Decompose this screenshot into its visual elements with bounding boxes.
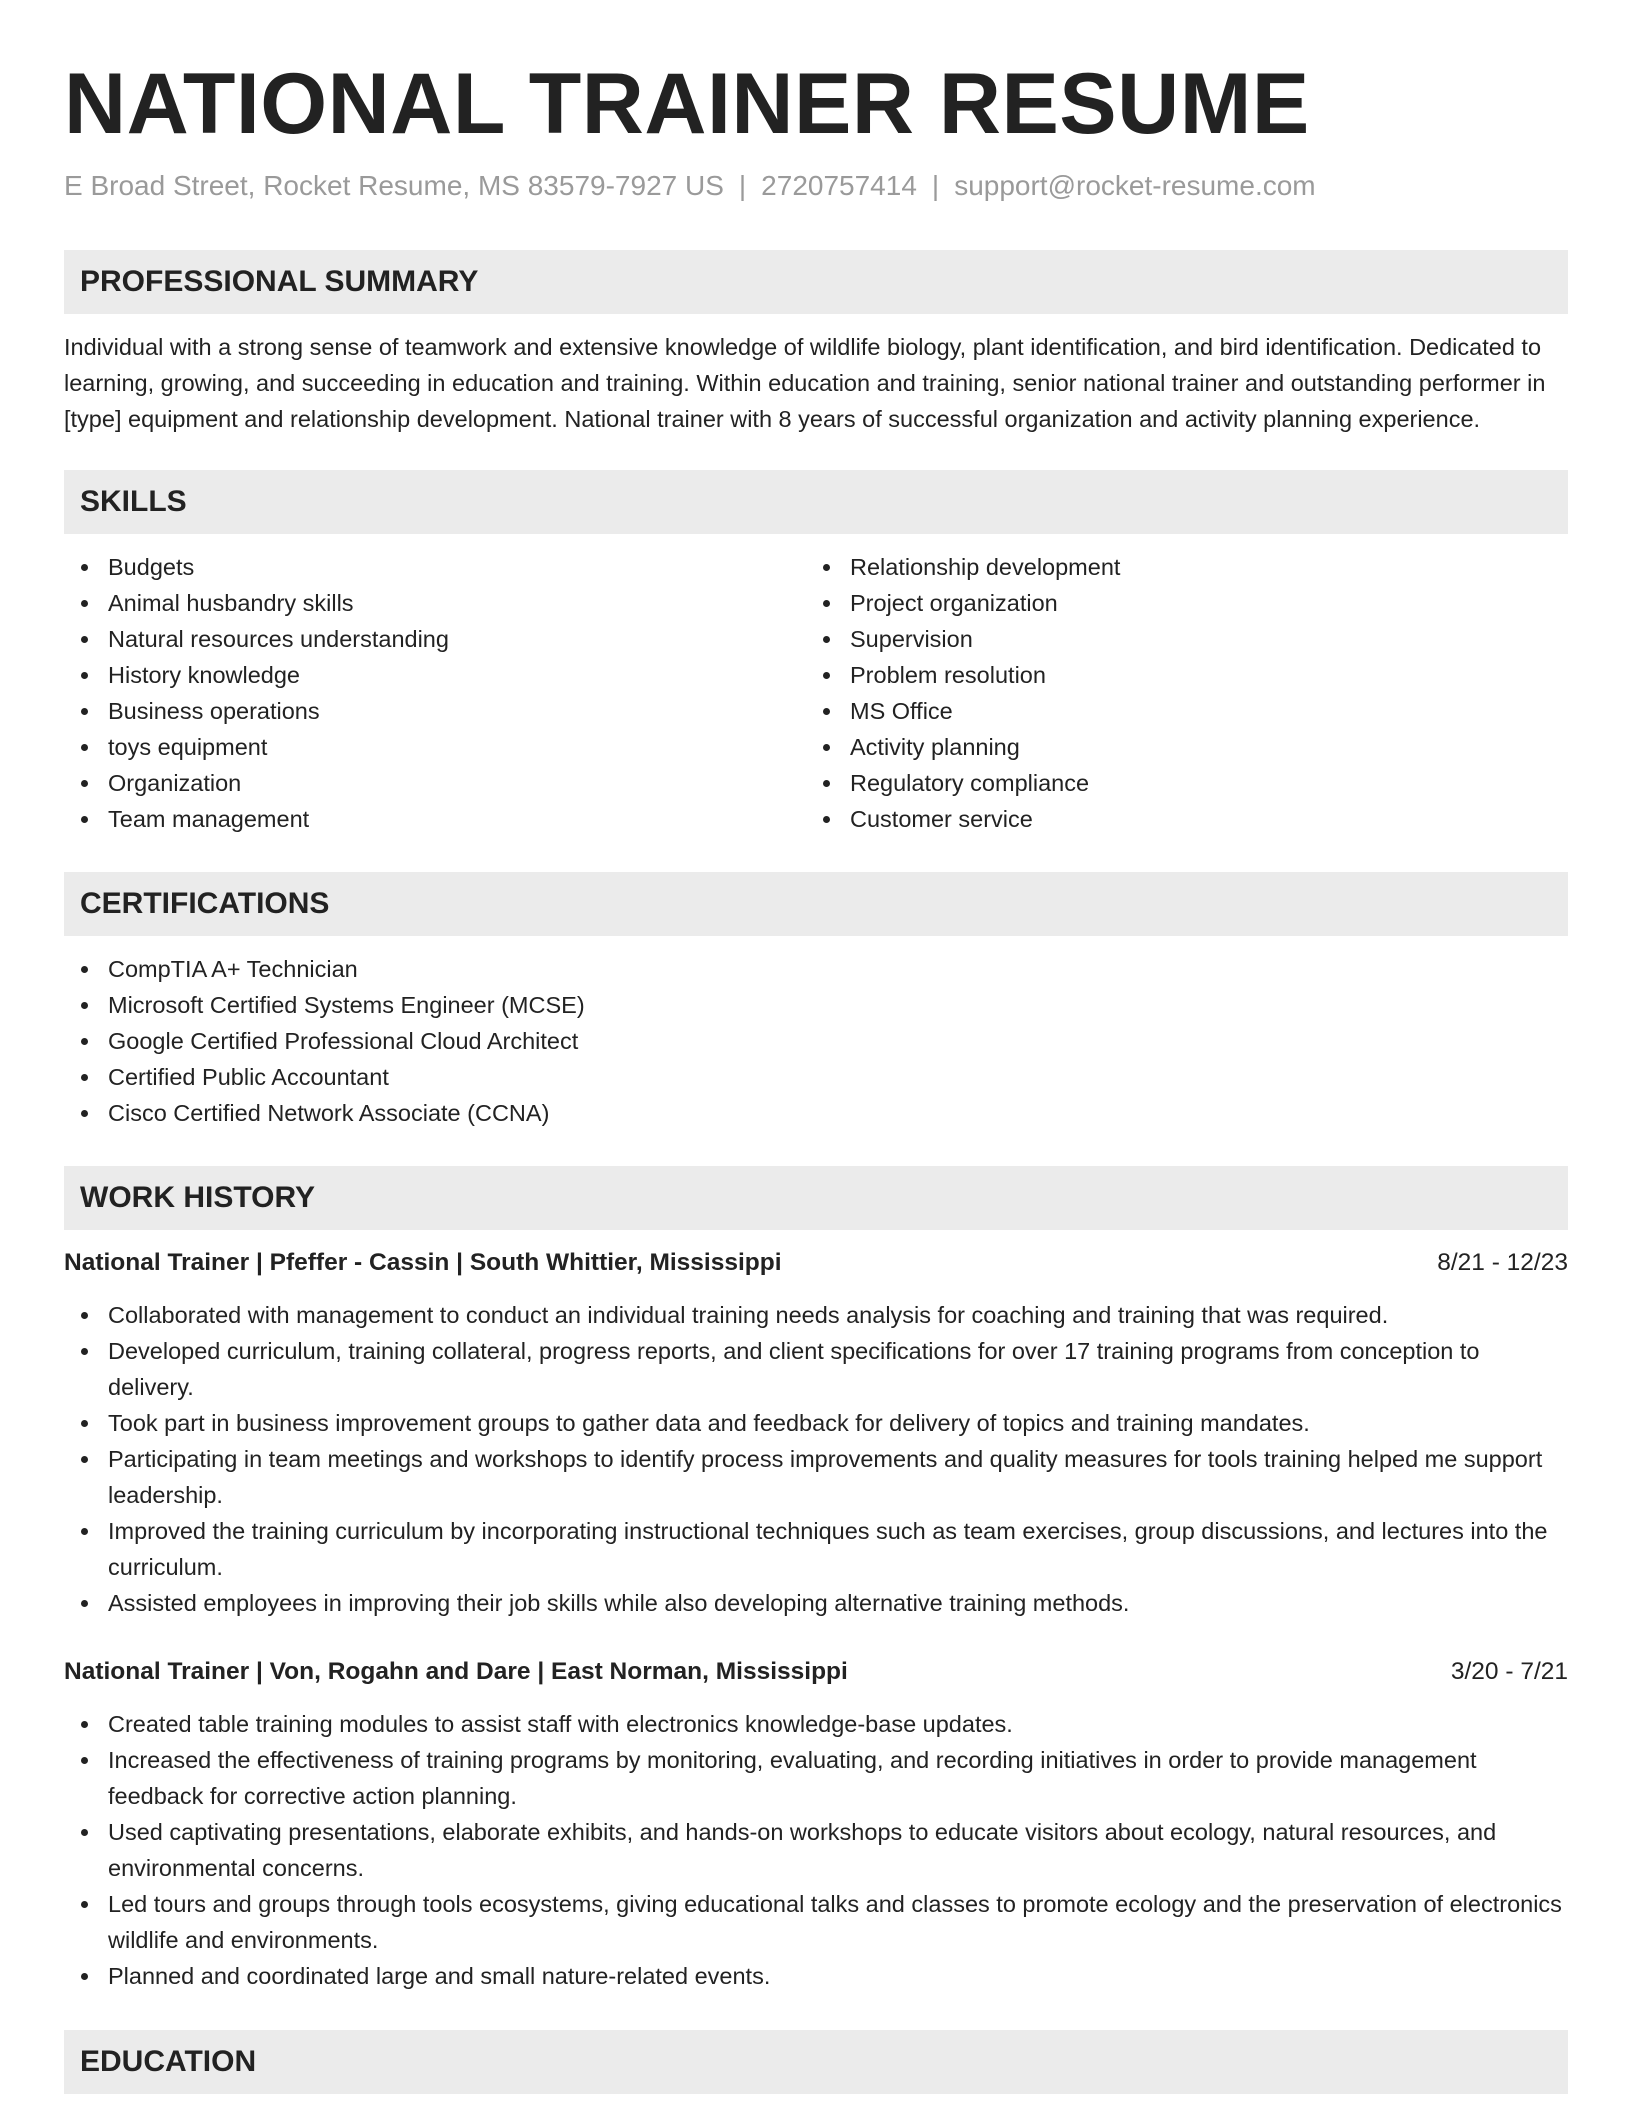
job-bullet: Increased the effectiveness of training programs by monitoring, evaluating, and recording initiatives in order to provide management feedback for corrective action planning. — [64, 1742, 1568, 1814]
job-bullet: Participating in team meetings and workshops to identify process improvements and quality measures for tools training helped me support leadership. — [64, 1441, 1568, 1513]
section-heading-summary: PROFESSIONAL SUMMARY — [64, 250, 1568, 314]
skill-item: Activity planning — [806, 729, 1548, 765]
certifications-list — [64, 951, 1568, 1131]
certification-item: Google Certified Professional Cloud Architect — [64, 1023, 1568, 1059]
certification-item: CompTIA A+ Technician — [64, 951, 1568, 987]
skills-list-right — [806, 549, 1548, 837]
skill-item: Team management — [64, 801, 806, 837]
skill-item: History knowledge — [64, 657, 806, 693]
skill-item: Customer service — [806, 801, 1548, 837]
job-bullet: Developed curriculum, training collateral, progress reports, and client specifications for over 17 training programs from conception to delivery. — [64, 1333, 1568, 1405]
skill-item: Organization — [64, 765, 806, 801]
skill-item: Budgets — [64, 549, 806, 585]
job-entry — [64, 1245, 1568, 1621]
contact-line — [64, 168, 1568, 204]
skill-item: Regulatory compliance — [806, 765, 1548, 801]
job-header — [64, 1245, 1568, 1281]
contact-address: E Broad Street, Rocket Resume, MS 83579-7927 US — [64, 170, 724, 201]
skill-item: Problem resolution — [806, 657, 1548, 693]
skill-item: Animal husbandry skills — [64, 585, 806, 621]
skill-item: Relationship development — [806, 549, 1548, 585]
contact-separator: | — [931, 170, 940, 201]
job-bullet: Led tours and groups through tools ecosystems, giving educational talks and classes to promote ecology and the preservation of electronics wildlife and environments. — [64, 1886, 1568, 1958]
skills-grid — [64, 549, 1568, 837]
section-heading-education: EDUCATION — [64, 2030, 1568, 2094]
job-bullet: Planned and coordinated large and small nature-related events. — [64, 1958, 1568, 1994]
skill-item: toys equipment — [64, 729, 806, 765]
contact-phone: 2720757414 — [761, 170, 917, 201]
job-bullet: Assisted employees in improving their job skills while also developing alternative training methods. — [64, 1585, 1568, 1621]
contact-separator: | — [738, 170, 747, 201]
job-bullet: Took part in business improvement groups to gather data and feedback for delivery of topics and training mandates. — [64, 1405, 1568, 1441]
job-bullet: Improved the training curriculum by incorporating instructional techniques such as team exercises, group discussions, and lectures into the curriculum. — [64, 1513, 1568, 1585]
skill-item: Project organization — [806, 585, 1548, 621]
job-title: National Trainer | Von, Rogahn and Dare | East Norman, Mississippi — [64, 1658, 848, 1685]
job-header — [64, 1654, 1568, 1690]
section-heading-skills: SKILLS — [64, 470, 1568, 534]
job-dates: 8/21 - 12/23 — [1437, 1249, 1568, 1276]
job-bullets — [64, 1706, 1568, 1994]
job-title: National Trainer | Pfeffer - Cassin | South Whittier, Mississippi — [64, 1249, 782, 1276]
skill-item: Natural resources understanding — [64, 621, 806, 657]
summary-text: Individual with a strong sense of teamwork and extensive knowledge of wildlife biology, plant identification, and bird identification. Dedicated to learning, growing, and succeeding in education and training. Within education and training, senior national trainer and outstanding performer in [type] equipment and relationship development. National trainer with 8 years of successful organization and activity planning experience. — [64, 334, 1546, 432]
skills-list-left — [64, 549, 806, 837]
job-bullet: Collaborated with management to conduct an individual training needs analysis for coaching and training that was required. — [64, 1297, 1568, 1333]
certification-item: Certified Public Accountant — [64, 1059, 1568, 1095]
skill-item: MS Office — [806, 693, 1548, 729]
job-dates: 3/20 - 7/21 — [1450, 1658, 1568, 1685]
section-heading-work-history: WORK HISTORY — [64, 1166, 1568, 1230]
resume-page — [64, 56, 1568, 2094]
skill-item: Supervision — [806, 621, 1548, 657]
skill-item: Business operations — [64, 693, 806, 729]
job-bullets — [64, 1297, 1568, 1621]
certification-item: Microsoft Certified Systems Engineer (MCSE) — [64, 987, 1568, 1023]
contact-email: support@rocket-resume.com — [954, 170, 1316, 201]
section-heading-certifications: CERTIFICATIONS — [64, 872, 1568, 936]
job-bullet: Used captivating presentations, elaborate exhibits, and hands-on workshops to educate visitors about ecology, natural resources, and environmental concerns. — [64, 1814, 1568, 1886]
certification-item: Cisco Certified Network Associate (CCNA) — [64, 1095, 1568, 1131]
resume-title: NATIONAL TRAINER RESUME — [64, 56, 1310, 152]
job-bullet: Created table training modules to assist staff with electronics knowledge-base updates. — [64, 1706, 1568, 1742]
job-entry — [64, 1654, 1568, 1994]
